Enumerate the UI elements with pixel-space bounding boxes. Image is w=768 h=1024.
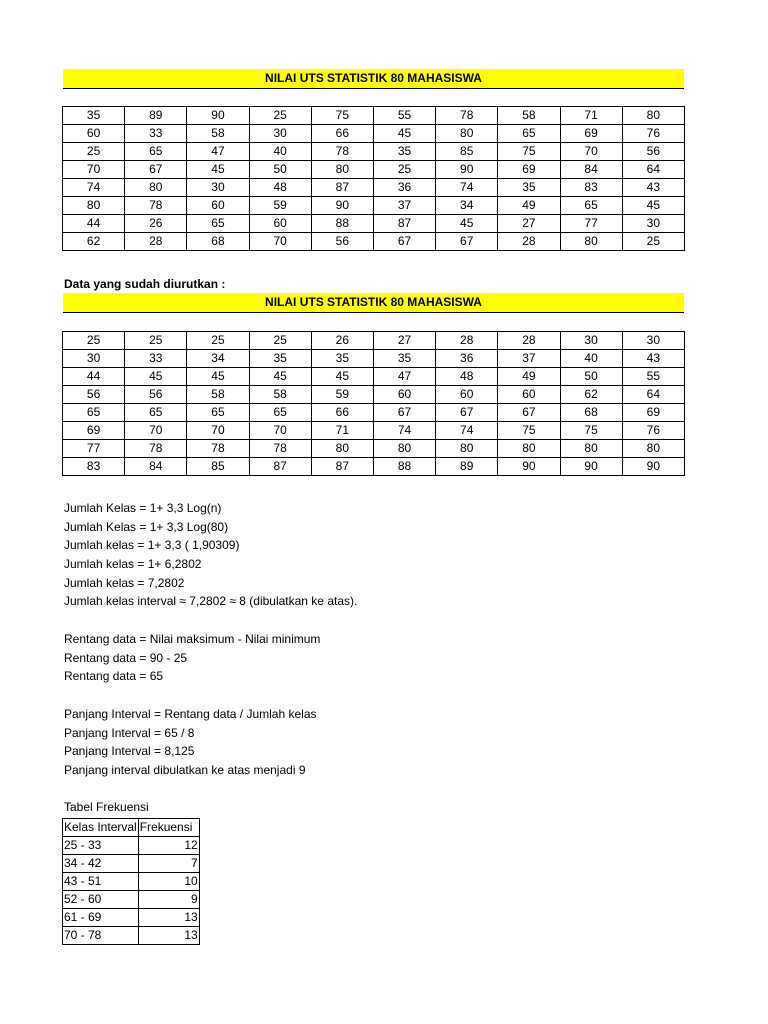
table-cell: 30	[560, 332, 622, 350]
table-cell: 67	[498, 404, 560, 422]
interval-cell: 25 - 33	[63, 837, 139, 855]
table-cell: 60	[498, 386, 560, 404]
table-cell: 28	[436, 332, 498, 350]
table-cell: 28	[125, 233, 187, 251]
table-cell: 26	[311, 332, 373, 350]
frequency-cell: 9	[138, 891, 199, 909]
frequency-cell: 13	[138, 909, 199, 927]
sorted-data-row	[63, 368, 685, 386]
interval-cell: 70 - 78	[63, 927, 139, 945]
table-cell: 80	[436, 440, 498, 458]
table-cell: 33	[125, 125, 187, 143]
table-cell: 65	[560, 197, 622, 215]
sorted-data-row	[63, 458, 685, 476]
table-cell: 60	[436, 386, 498, 404]
table-cell: 71	[311, 422, 373, 440]
table-cell: 77	[560, 215, 622, 233]
calculation-line: Rentang data = Nilai maksimum - Nilai minimum	[64, 632, 321, 646]
sorted-data-title: NILAI UTS STATISTIK 80 MAHASISWA	[63, 293, 684, 313]
table-cell: 89	[125, 107, 187, 125]
table-cell: 58	[498, 107, 560, 125]
table-cell: 70	[63, 161, 125, 179]
freq-header-frequency: Frekuensi	[138, 819, 199, 837]
table-cell: 84	[125, 458, 187, 476]
raw-data-table	[62, 106, 685, 251]
table-cell: 75	[311, 107, 373, 125]
table-cell: 88	[373, 458, 435, 476]
table-cell: 49	[498, 197, 560, 215]
frequency-cell: 10	[138, 873, 199, 891]
table-cell: 80	[63, 197, 125, 215]
frequency-row	[63, 909, 200, 927]
table-cell: 77	[63, 440, 125, 458]
raw-data-row	[63, 125, 685, 143]
table-cell: 71	[560, 107, 622, 125]
table-cell: 59	[311, 386, 373, 404]
calculation-line: Panjang interval dibulatkan ke atas menjadi 9	[64, 763, 306, 778]
table-cell: 65	[249, 404, 311, 422]
interval-cell: 43 - 51	[63, 873, 139, 891]
frequency-cell: 7	[138, 855, 199, 873]
calculation-line: Rentang data = 90 - 25	[64, 650, 188, 665]
table-cell: 84	[560, 161, 622, 179]
table-cell: 50	[560, 368, 622, 386]
table-cell: 44	[63, 215, 125, 233]
table-cell: 90	[311, 197, 373, 215]
table-cell: 90	[622, 458, 684, 476]
calculation-line: Jumlah Kelas = 1+ 3,3 Log(n)	[64, 501, 222, 515]
table-cell: 58	[249, 386, 311, 404]
frequency-table-label: Tabel Frekuensi	[64, 800, 149, 814]
table-cell: 83	[63, 458, 125, 476]
table-cell: 78	[249, 440, 311, 458]
table-cell: 50	[249, 161, 311, 179]
table-cell: 56	[311, 233, 373, 251]
sorted-data-row	[63, 350, 685, 368]
interval-length-calculation	[64, 705, 317, 780]
sorted-data-row	[63, 332, 685, 350]
sorted-data-row	[63, 422, 685, 440]
raw-data-title: NILAI UTS STATISTIK 80 MAHASISWA	[63, 69, 684, 89]
table-cell: 25	[249, 107, 311, 125]
frequency-cell: 13	[138, 927, 199, 945]
table-cell: 45	[187, 161, 249, 179]
table-cell: 67	[373, 404, 435, 422]
table-cell: 67	[125, 161, 187, 179]
table-cell: 65	[498, 125, 560, 143]
freq-header-interval: Kelas Interval	[63, 819, 139, 837]
calculation-line: Jumlah kelas = 1+ 6,2802	[64, 557, 202, 572]
table-cell: 33	[125, 350, 187, 368]
interval-cell: 52 - 60	[63, 891, 139, 909]
calculation-line: Rentang data = 65	[64, 669, 164, 684]
calculation-line: Jumlah Kelas = 1+ 3,3 Log(80)	[64, 519, 229, 534]
table-cell: 25	[63, 143, 125, 161]
table-cell: 25	[373, 161, 435, 179]
table-cell: 80	[560, 233, 622, 251]
table-cell: 65	[187, 404, 249, 422]
table-cell: 45	[125, 368, 187, 386]
table-cell: 78	[125, 197, 187, 215]
table-cell: 25	[125, 332, 187, 350]
table-cell: 48	[249, 179, 311, 197]
table-cell: 74	[63, 179, 125, 197]
table-cell: 66	[311, 125, 373, 143]
sorted-data-table	[62, 331, 685, 476]
table-cell: 67	[436, 233, 498, 251]
table-cell: 28	[498, 233, 560, 251]
table-cell: 83	[560, 179, 622, 197]
table-cell: 58	[187, 386, 249, 404]
table-cell: 75	[498, 143, 560, 161]
table-cell: 49	[498, 368, 560, 386]
range-calculation	[64, 630, 320, 686]
table-cell: 69	[63, 422, 125, 440]
table-cell: 44	[63, 368, 125, 386]
table-cell: 48	[436, 368, 498, 386]
table-cell: 76	[622, 422, 684, 440]
sorted-data-row	[63, 404, 685, 422]
table-cell: 90	[560, 458, 622, 476]
table-cell: 64	[622, 386, 684, 404]
table-cell: 60	[63, 125, 125, 143]
table-cell: 90	[436, 161, 498, 179]
table-cell: 65	[125, 143, 187, 161]
table-cell: 30	[187, 179, 249, 197]
table-cell: 65	[187, 215, 249, 233]
table-cell: 80	[373, 440, 435, 458]
table-cell: 68	[187, 233, 249, 251]
table-cell: 59	[249, 197, 311, 215]
raw-data-row	[63, 161, 685, 179]
table-cell: 74	[436, 422, 498, 440]
table-cell: 80	[436, 125, 498, 143]
table-cell: 69	[498, 161, 560, 179]
table-cell: 90	[498, 458, 560, 476]
calculation-line: Jumlah kelas = 1+ 3,3 ( 1,90309)	[64, 538, 240, 553]
table-cell: 80	[311, 161, 373, 179]
table-cell: 35	[373, 350, 435, 368]
table-cell: 74	[373, 422, 435, 440]
table-cell: 34	[436, 197, 498, 215]
table-cell: 30	[622, 332, 684, 350]
table-cell: 37	[498, 350, 560, 368]
table-cell: 35	[311, 350, 373, 368]
raw-data-row	[63, 215, 685, 233]
sorted-data-row	[63, 440, 685, 458]
table-cell: 27	[373, 332, 435, 350]
frequency-row	[63, 873, 200, 891]
table-cell: 47	[373, 368, 435, 386]
table-cell: 70	[249, 422, 311, 440]
table-cell: 85	[436, 143, 498, 161]
frequency-row	[63, 891, 200, 909]
table-cell: 25	[63, 332, 125, 350]
interval-cell: 61 - 69	[63, 909, 139, 927]
table-cell: 65	[125, 404, 187, 422]
table-cell: 60	[249, 215, 311, 233]
table-cell: 37	[373, 197, 435, 215]
table-cell: 58	[187, 125, 249, 143]
table-cell: 30	[249, 125, 311, 143]
table-cell: 80	[622, 440, 684, 458]
table-cell: 56	[622, 143, 684, 161]
table-cell: 25	[249, 332, 311, 350]
table-cell: 47	[187, 143, 249, 161]
table-cell: 67	[436, 404, 498, 422]
table-cell: 87	[311, 458, 373, 476]
table-cell: 62	[560, 386, 622, 404]
table-cell: 30	[63, 350, 125, 368]
raw-data-row	[63, 233, 685, 251]
table-cell: 40	[560, 350, 622, 368]
raw-data-row	[63, 107, 685, 125]
frequency-cell: 12	[138, 837, 199, 855]
table-cell: 78	[436, 107, 498, 125]
table-cell: 45	[311, 368, 373, 386]
table-cell: 70	[560, 143, 622, 161]
raw-data-row	[63, 143, 685, 161]
table-cell: 60	[373, 386, 435, 404]
table-cell: 80	[311, 440, 373, 458]
table-cell: 35	[249, 350, 311, 368]
table-cell: 45	[249, 368, 311, 386]
calculation-line: Panjang Interval = 65 / 8	[64, 725, 195, 740]
frequency-row	[63, 927, 200, 945]
table-cell: 62	[63, 233, 125, 251]
table-cell: 68	[560, 404, 622, 422]
table-cell: 70	[249, 233, 311, 251]
table-cell: 65	[63, 404, 125, 422]
table-cell: 70	[125, 422, 187, 440]
table-cell: 26	[125, 215, 187, 233]
table-cell: 35	[498, 179, 560, 197]
table-cell: 80	[622, 107, 684, 125]
calculation-line: Jumlah kelas interval ≈ 7,2802 ≈ 8 (dibulatkan ke atas).	[64, 594, 358, 609]
table-cell: 78	[187, 440, 249, 458]
table-cell: 27	[498, 215, 560, 233]
table-cell: 87	[373, 215, 435, 233]
table-cell: 45	[436, 215, 498, 233]
table-cell: 75	[560, 422, 622, 440]
table-cell: 67	[373, 233, 435, 251]
table-cell: 76	[622, 125, 684, 143]
table-cell: 64	[622, 161, 684, 179]
table-cell: 90	[187, 107, 249, 125]
table-cell: 45	[373, 125, 435, 143]
table-cell: 78	[311, 143, 373, 161]
class-count-calculation	[64, 499, 357, 611]
table-cell: 87	[311, 179, 373, 197]
table-cell: 25	[187, 332, 249, 350]
calculation-line: Jumlah kelas = 7,2802	[64, 575, 185, 590]
table-cell: 45	[187, 368, 249, 386]
table-cell: 80	[498, 440, 560, 458]
interval-cell: 34 - 42	[63, 855, 139, 873]
table-cell: 45	[622, 197, 684, 215]
table-cell: 34	[187, 350, 249, 368]
table-cell: 85	[187, 458, 249, 476]
table-cell: 60	[187, 197, 249, 215]
table-cell: 88	[311, 215, 373, 233]
table-cell: 80	[560, 440, 622, 458]
table-cell: 56	[63, 386, 125, 404]
table-cell: 35	[373, 143, 435, 161]
table-cell: 69	[622, 404, 684, 422]
raw-data-row	[63, 179, 685, 197]
table-cell: 30	[622, 215, 684, 233]
frequency-row	[63, 855, 200, 873]
table-cell: 87	[249, 458, 311, 476]
table-cell: 36	[436, 350, 498, 368]
table-cell: 89	[436, 458, 498, 476]
frequency-row	[63, 837, 200, 855]
table-cell: 56	[125, 386, 187, 404]
table-cell: 78	[125, 440, 187, 458]
table-cell: 80	[125, 179, 187, 197]
table-cell: 25	[622, 233, 684, 251]
table-cell: 55	[622, 368, 684, 386]
table-cell: 36	[373, 179, 435, 197]
table-cell: 70	[187, 422, 249, 440]
table-cell: 28	[498, 332, 560, 350]
table-cell: 74	[436, 179, 498, 197]
table-cell: 69	[560, 125, 622, 143]
sorted-data-row	[63, 386, 685, 404]
table-cell: 43	[622, 179, 684, 197]
table-cell: 55	[373, 107, 435, 125]
table-cell: 40	[249, 143, 311, 161]
table-cell: 35	[63, 107, 125, 125]
sorted-data-label: Data yang sudah diurutkan :	[64, 277, 226, 291]
table-cell: 66	[311, 404, 373, 422]
table-cell: 75	[498, 422, 560, 440]
frequency-table	[62, 818, 200, 945]
raw-data-row	[63, 197, 685, 215]
calculation-line: Panjang Interval = Rentang data / Jumlah kelas	[64, 707, 317, 721]
calculation-line: Panjang Interval = 8,125	[64, 744, 195, 759]
table-cell: 43	[622, 350, 684, 368]
